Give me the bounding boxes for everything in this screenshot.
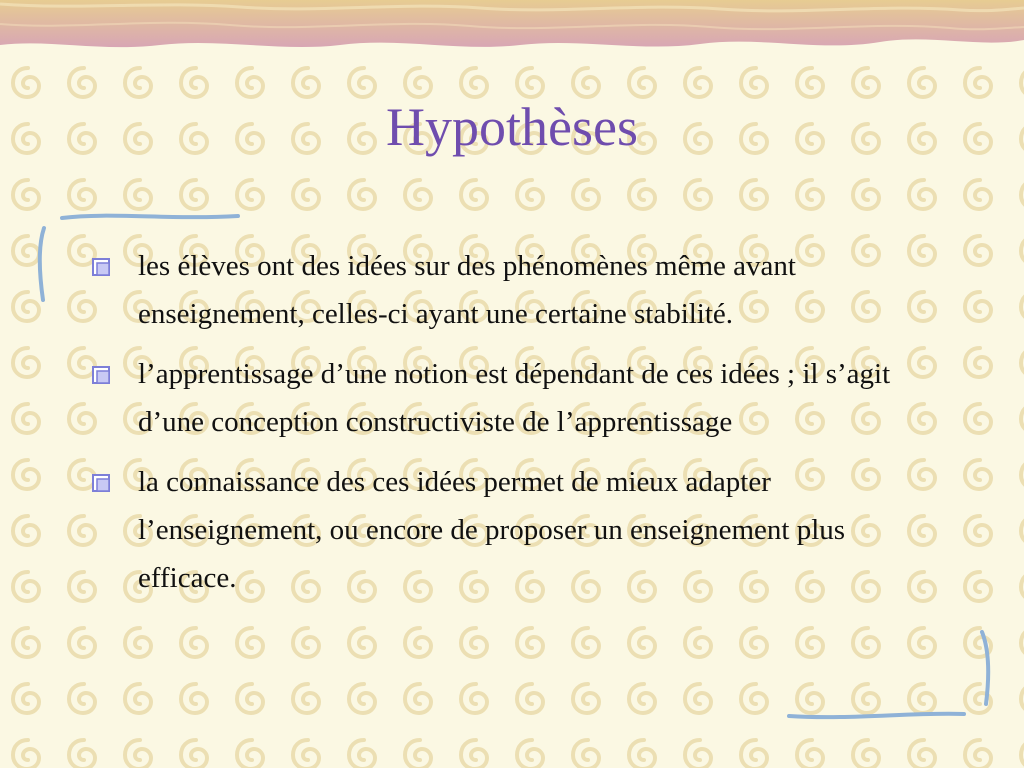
square-bullet-icon: [90, 363, 114, 387]
bullet-text: la connaissance des ces idées permet de mieux adapter l’enseignement, ou encore de proposer un enseignement plus efficace.: [138, 466, 846, 594]
bullet-item: [88, 350, 948, 446]
bullet-item: [88, 242, 948, 338]
bullet-list: [88, 242, 948, 614]
square-bullet-icon: [90, 471, 114, 495]
bullet-text: les élèves ont des idées sur des phénomènes même avant enseignement, celles-ci ayant une certaine stabilité.: [138, 250, 796, 330]
bullet-text: l’apprentissage d’une notion est dépendant de ces idées ; il s’agit d’une conception constructiviste de l’apprentissage: [138, 358, 891, 438]
slide-title: Hypothèses: [386, 97, 638, 157]
top-decorative-band: [0, 0, 1024, 58]
bullet-item: [88, 458, 948, 602]
square-bullet-icon: [90, 255, 114, 279]
